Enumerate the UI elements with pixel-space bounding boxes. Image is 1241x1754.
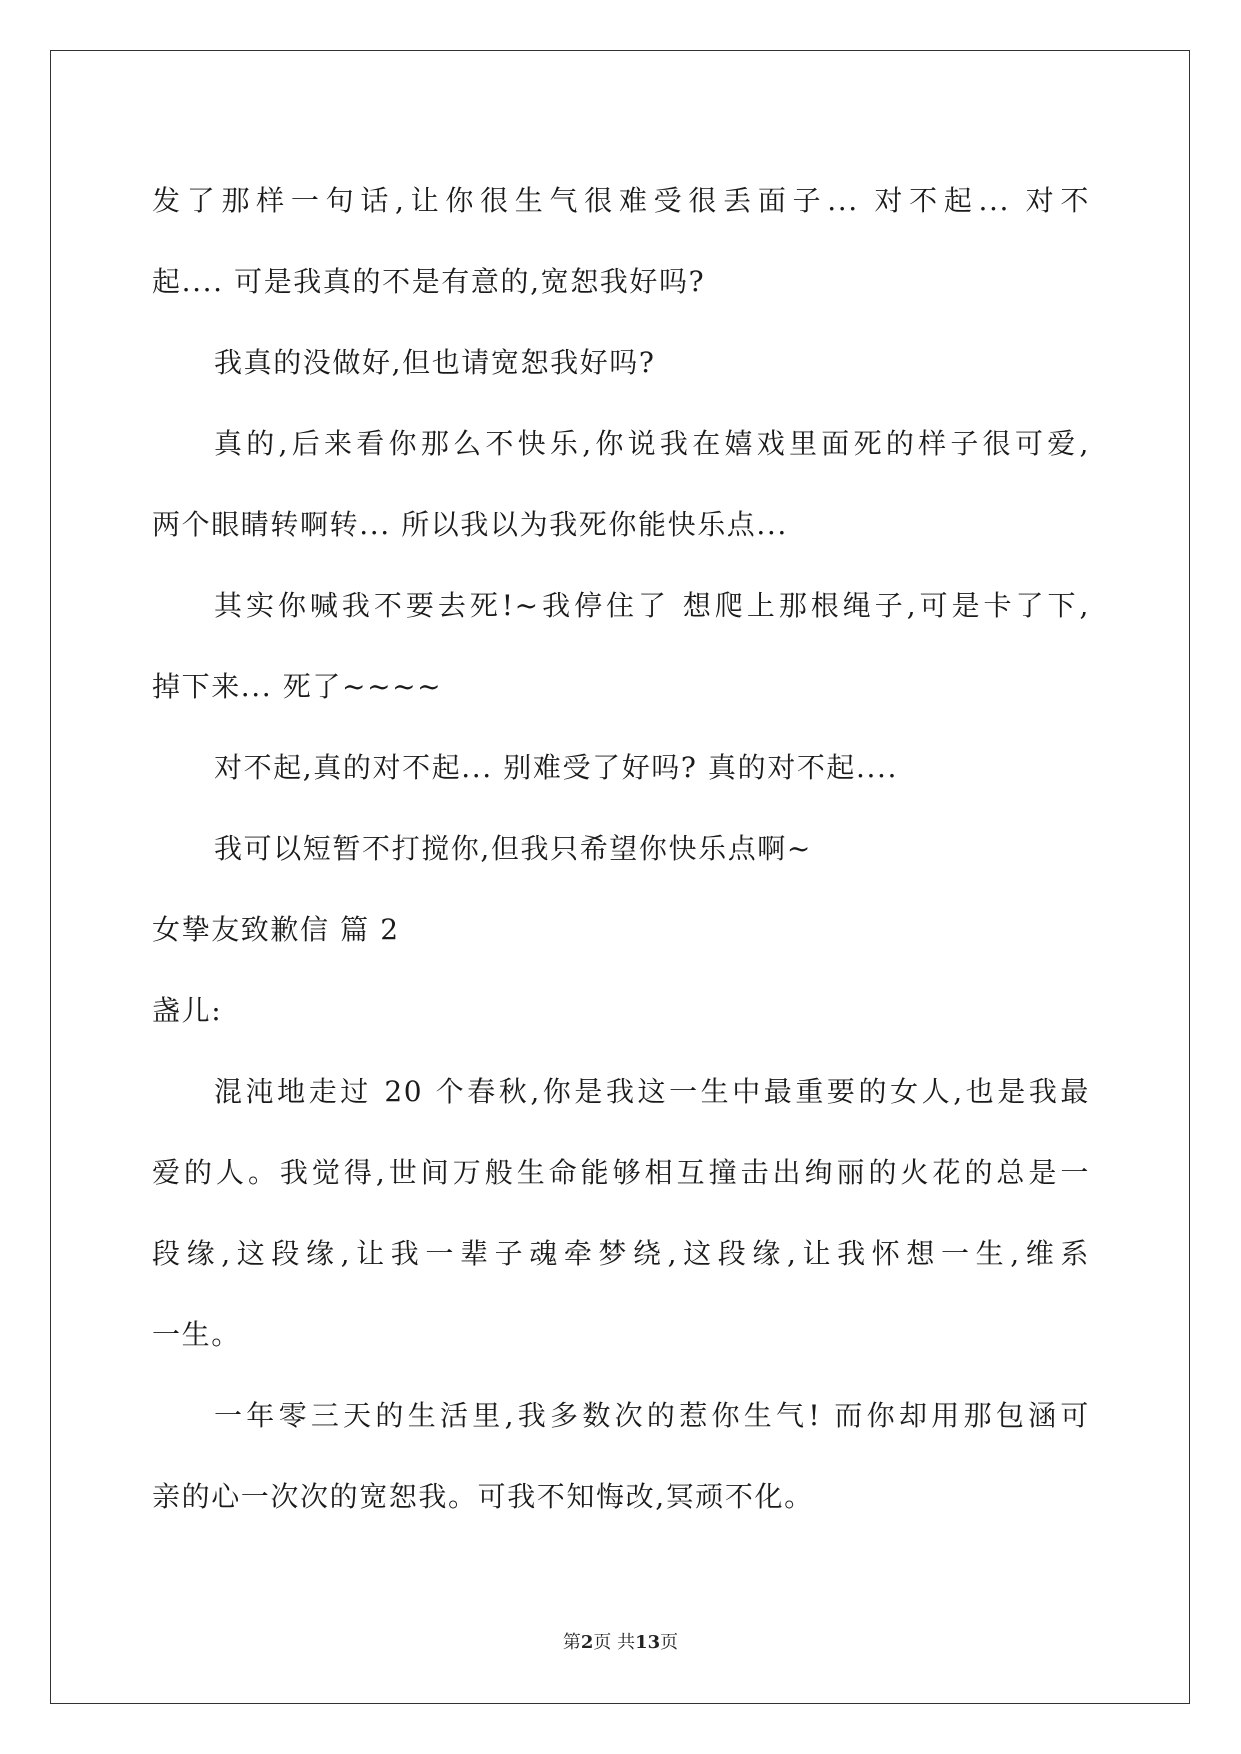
- paragraph-line: 一年零三天的生活里,我多数次的惹你生气! 而你却用那包涵可: [214, 1399, 1090, 1432]
- paragraph-line: 起.... 可是我真的不是有意的,宽恕我好吗?: [152, 265, 706, 298]
- paragraph-line: 我可以短暂不打搅你,但我只希望你快乐点啊~: [214, 832, 812, 865]
- paragraph-line: 真的,后来看你那么不快乐,你说我在嬉戏里面死的样子很可爱,: [214, 427, 1090, 460]
- paragraph-line: 爱的人。我觉得,世间万般生命能够相互撞击出绚丽的火花的总是一: [152, 1156, 1090, 1189]
- page-footer: [0, 1628, 1241, 1654]
- footer-prefix: 第: [562, 1632, 581, 1653]
- footer-mid: 页 共: [593, 1632, 636, 1653]
- footer-suffix: 页: [660, 1632, 679, 1653]
- paragraph-line: 段缘,这段缘,让我一辈子魂牵梦绕,这段缘,让我怀想一生,维系: [152, 1237, 1090, 1270]
- current-page-number: 2: [580, 1632, 594, 1653]
- salutation: 盏儿:: [152, 994, 223, 1027]
- paragraph-line: 一生。: [152, 1318, 241, 1351]
- paragraph-line: 掉下来... 死了~~~~: [152, 670, 443, 703]
- paragraph-line: 对不起,真的对不起... 别难受了好吗? 真的对不起....: [214, 751, 899, 784]
- paragraph-line: 我真的没做好,但也请宽恕我好吗?: [214, 346, 656, 379]
- paragraph-line: 混沌地走过 20 个春秋,你是我这一生中最重要的女人,也是我最: [214, 1075, 1090, 1108]
- paragraph-line: 发了那样一句话,让你很生气很难受很丢面子... 对不起... 对不: [152, 184, 1090, 217]
- paragraph-line: 亲的心一次次的宽恕我。可我不知悔改,冥顽不化。: [152, 1480, 814, 1513]
- paragraph-line: 其实你喊我不要去死!~我停住了 想爬上那根绳子,可是卡了下,: [214, 589, 1090, 622]
- total-pages-number: 13: [635, 1632, 661, 1653]
- paragraph-line: 两个眼睛转啊转... 所以我以为我死你能快乐点...: [152, 508, 788, 541]
- section-heading: 女挚友致歉信 篇 2: [152, 913, 400, 946]
- document-body: [152, 160, 1090, 1537]
